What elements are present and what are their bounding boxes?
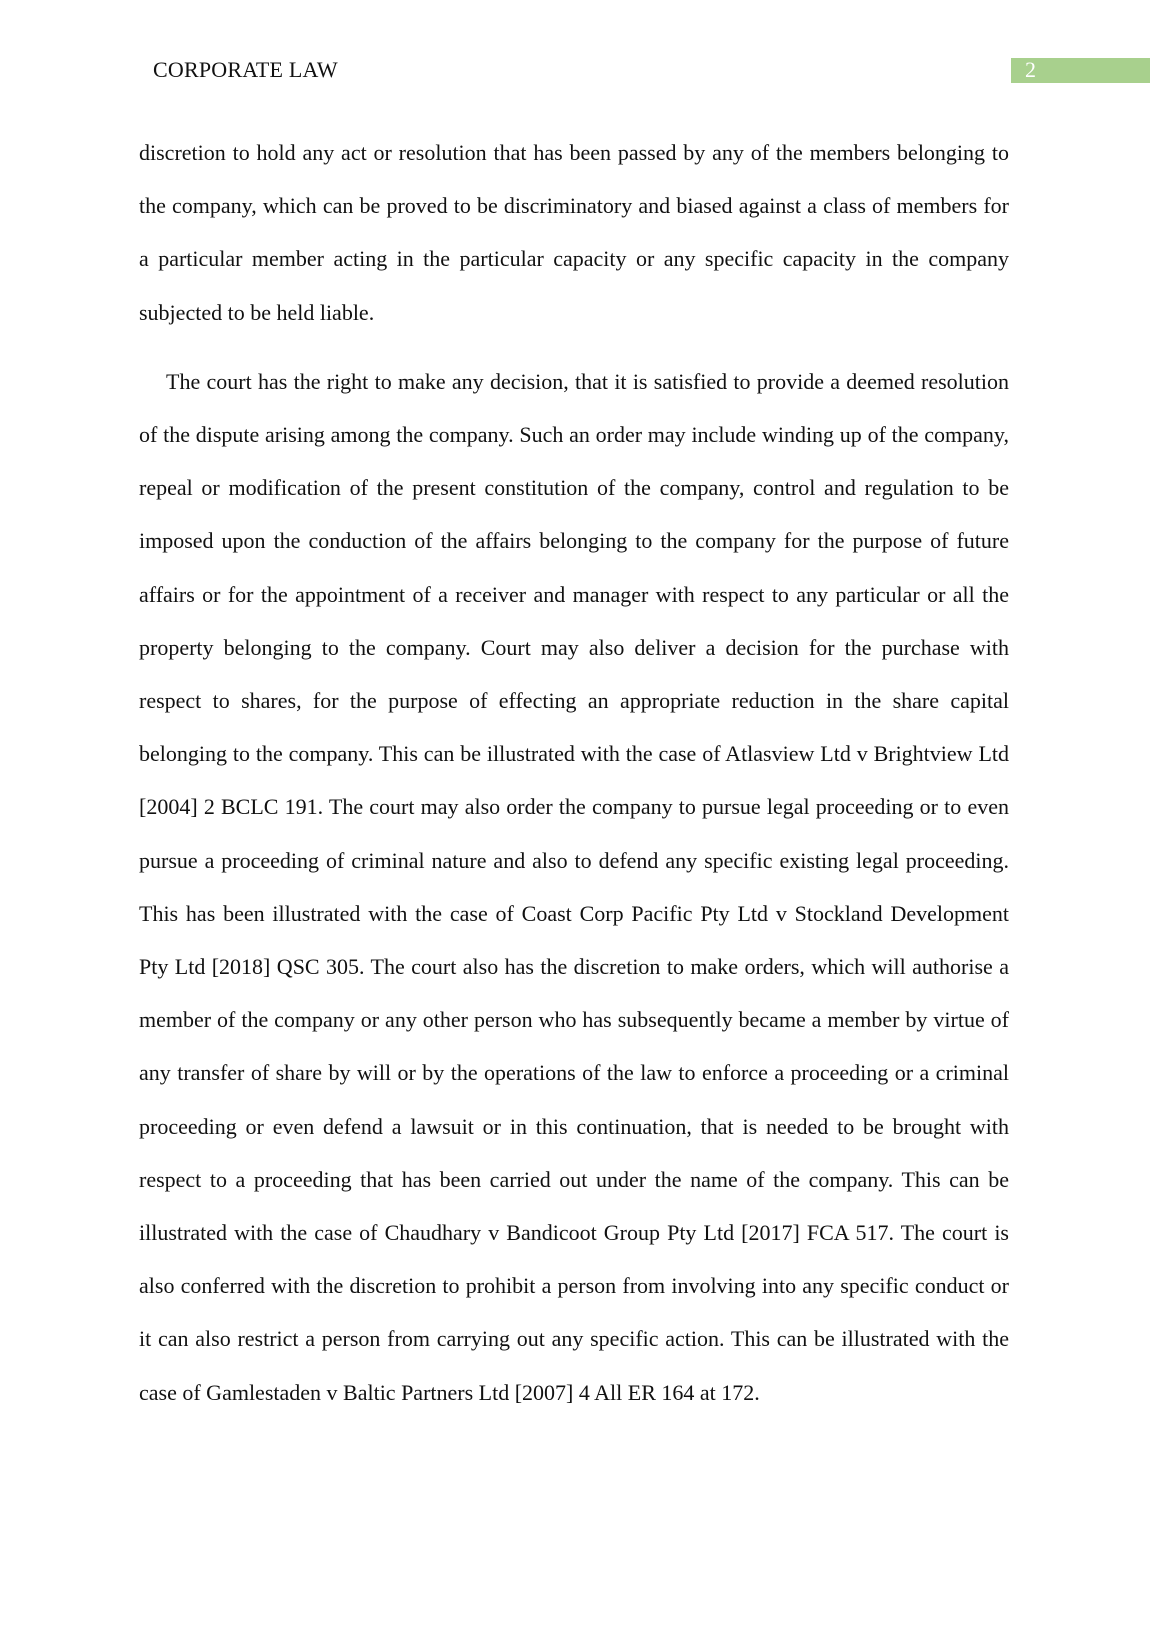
document-body [139,126,1009,1419]
page-number-badge [1011,58,1150,83]
page-number: 2 [1025,57,1036,82]
paragraph-court-orders: The court has the right to make any decision, that it is satisfied to provide a deemed resolution of the dispute arising among the company. Such an order may include winding up of the company, repeal or modification of the present constitution of the company, control and regulation to be imposed upon the conduction of the affairs belonging to the company for the purpose of future affairs or for the appointment of a receiver and manager with respect to any particular or all the property belonging to the company. Court may also deliver a decision for the purchase with respect to shares, for the purpose of effecting an appropriate reduction in the share capital belonging to the company. This can be illustrated with the case of Atlasview Ltd v Brightview Ltd [2004] 2 BCLC 191. The court may also order the company to pursue legal proceeding or to even pursue a proceeding of criminal nature and also to defend any specific existing legal proceeding. This has been illustrated with the case of Coast Corp Pacific Pty Ltd v Stockland Development Pty Ltd [2018] QSC 305. The court also has the discretion to make orders, which will authorise a member of the company or any other person who has subsequently became a member by virtue of any transfer of share by will or by the operations of the law to enforce a proceeding or a criminal proceeding or even defend a lawsuit or in this continuation, that is needed to be brought with respect to a proceeding that has been carried out under the name of the company. This can be illustrated with the case of Chaudhary v Bandicoot Group Pty Ltd [2017] FCA 517. The court is also conferred with the discretion to prohibit a person from involving into any specific conduct or it can also restrict a person from carrying out any specific action. This can be illustrated with the case of Gamlestaden v Baltic Partners Ltd [2007] 4 All ER 164 at 172. [139,368,1009,1405]
running-header-title: CORPORATE LAW [153,57,338,82]
paragraph-continuation: discretion to hold any act or resolution that has been passed by any of the members belonging to the company, which can be proved to be discriminatory and biased against a class of members for a particular member acting in the particular capacity or any specific capacity in the company subjected to be held liable. [139,140,1009,325]
